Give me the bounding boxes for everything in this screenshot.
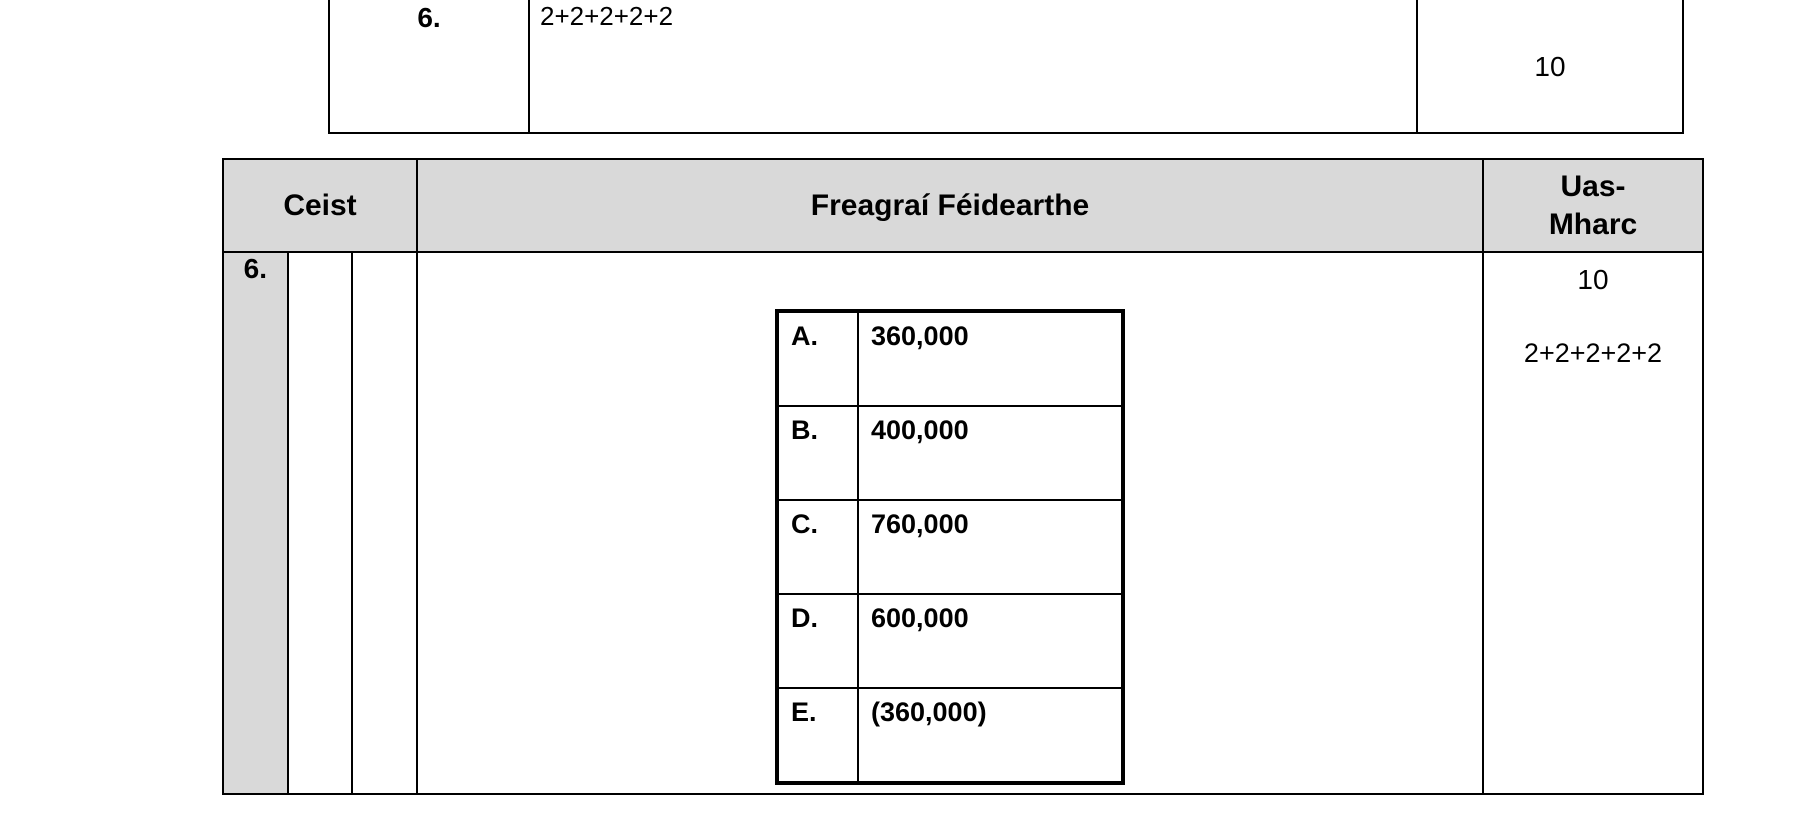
list-item bbox=[777, 688, 1123, 783]
table-row bbox=[329, 0, 1683, 133]
header-ceist: Ceist bbox=[223, 159, 417, 252]
option-value: (360,000) bbox=[858, 688, 1123, 783]
option-value: 400,000 bbox=[858, 406, 1123, 500]
list-item bbox=[777, 594, 1123, 688]
option-label: A. bbox=[777, 311, 858, 406]
marks-total: 10 bbox=[1577, 264, 1609, 295]
option-label: C. bbox=[777, 500, 858, 594]
list-item bbox=[777, 311, 1123, 406]
marking-scheme-table bbox=[222, 158, 1704, 795]
question-subcolumn-b bbox=[352, 252, 417, 794]
header-freagrai-feidearthe: Freagraí Féidearthe bbox=[417, 159, 1483, 252]
option-value: 360,000 bbox=[858, 311, 1123, 406]
question-number: 6. bbox=[223, 252, 288, 794]
option-value: 760,000 bbox=[858, 500, 1123, 594]
list-item bbox=[777, 406, 1123, 500]
top-answer-text: 2+2+2+2+2 bbox=[529, 0, 1417, 133]
top-marking-scheme-table bbox=[328, 0, 1684, 134]
table-header-row bbox=[223, 159, 1703, 252]
answer-table-wrapper bbox=[418, 253, 1482, 785]
option-label: D. bbox=[777, 594, 858, 688]
header-uas-mharc-line1: Uas- bbox=[1560, 170, 1626, 203]
header-uas-mharc-line2: Mharc bbox=[1548, 207, 1638, 241]
header-uas-mharc bbox=[1483, 159, 1703, 252]
top-question-number: 6. bbox=[329, 0, 529, 133]
marks-breakdown: 2+2+2+2+2 bbox=[1523, 338, 1663, 369]
option-value: 600,000 bbox=[858, 594, 1123, 688]
top-max-mark: 10 bbox=[1417, 0, 1683, 133]
option-label: B. bbox=[777, 406, 858, 500]
option-label: E. bbox=[777, 688, 858, 783]
question-subcolumn-a bbox=[288, 252, 353, 794]
list-item bbox=[777, 500, 1123, 594]
table-row bbox=[223, 252, 1703, 794]
answer-cell bbox=[417, 252, 1483, 794]
answer-options-table bbox=[775, 309, 1125, 785]
marks-cell bbox=[1483, 252, 1703, 794]
